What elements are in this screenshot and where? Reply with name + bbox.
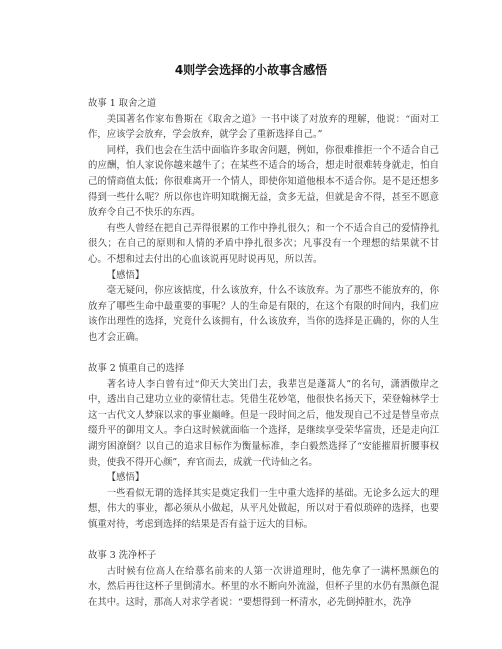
paragraph: 著名诗人李白曾有过“仰天大笑出门去，我辈岂是蓬蒿人”的名句，潇洒傲岸之中，透出自己建功立业的豪情壮志。凭借生花妙笔，他很快名扬天下，荣登翰林学士这一古代文人梦寐以求的事业巅峰。但是一段时间之后，他发现自己不过是替皇帝点缀升平的御用文人。李白这时候就面临一个选择，是继续享受荣华富贵，还是走向江湖穷困潦倒？以自己的追求目标作为衡量标准，李白毅然选择了“安能摧眉折腰事权贵，使我不得开心颜”，弃官而去，成就一代诗仙之名。	[88, 378, 439, 468]
document-body	[88, 96, 439, 611]
paragraph: 有些人曾经在把自己弄得很累的工作中挣扎很久；和一个不适合自己的爱情挣扎很久；在自己的原则和人情的矛盾中挣扎很多次；凡事没有一个理想的结果就不甘心。不想和过去付出的心血该说再见时说再见，所以苦。	[88, 222, 439, 265]
paragraph: 同样，我们也会在生活中面临许多取舍问题，例如，你很难推拒一个不适合自己的应酬，怕人家说你越来越牛了；在某些不适合的场合，想走时很难转身就走，怕自己的情商值太低；你很难离开一个情人，即使你知道他根本不适合你。是不是还想多得到一些什么呢？所以你也许明知耽搁无益，贪多无益，但就是舍不得，甚至不愿意放弃令自己不快乐的东西。	[88, 144, 439, 219]
paragraph-spacer	[88, 346, 439, 362]
paragraph: 故事 2 慎重自己的选择	[88, 363, 185, 375]
paragraph: 故事 3 洗净杯子	[88, 550, 157, 562]
paragraph: 一些看似无谓的选择其实是奠定我们一生中重大选择的基础。无论多么远大的理想，伟大的事业，都必须从小做起，从平凡处做起，所以对于看似琐碎的选择，也要慎重对待，考虑到选择的结果是否有益于远大的目标。	[88, 487, 439, 531]
paragraph: 美国著名作家布鲁斯在《取舍之道》一书中谈了对放弃的理解，他说：“面对工作，应该学会放弃，学会放弃，就学会了重新选择自己。”	[88, 113, 439, 141]
paragraph: 故事 1 取舍之道	[88, 98, 157, 109]
paragraph: 【感悟】	[106, 472, 145, 484]
paragraph: 毫无疑问，你应该掂度，什么该放弃，什么不该放弃。为了那些不能放弃的，你放弃了哪些生命中最重要的事呢？人的生命是有限的，在这个有限的时间内，我们应该作出理性的选择，究竟什么该拥有，什么该放弃，当你的选择是正确的，你的人生也才会正确。	[88, 285, 439, 343]
paragraph: 古时候有位高人在给慕名前来的人第一次讲道理时，他先拿了一满杯黑颜色的水，然后再往这杯子里倒清水。杯里的水不断向外流溢，但杯子里的水仍有黑颜色混在其中。这时，那高人对求学者说：“要想得到一杯清水，必先倒掉脏水，洗净	[88, 565, 439, 608]
document-title: 4则学会选择的小故事含感悟	[174, 63, 328, 77]
paragraph-spacer	[88, 533, 439, 549]
paragraph: 【感悟】	[106, 269, 145, 281]
